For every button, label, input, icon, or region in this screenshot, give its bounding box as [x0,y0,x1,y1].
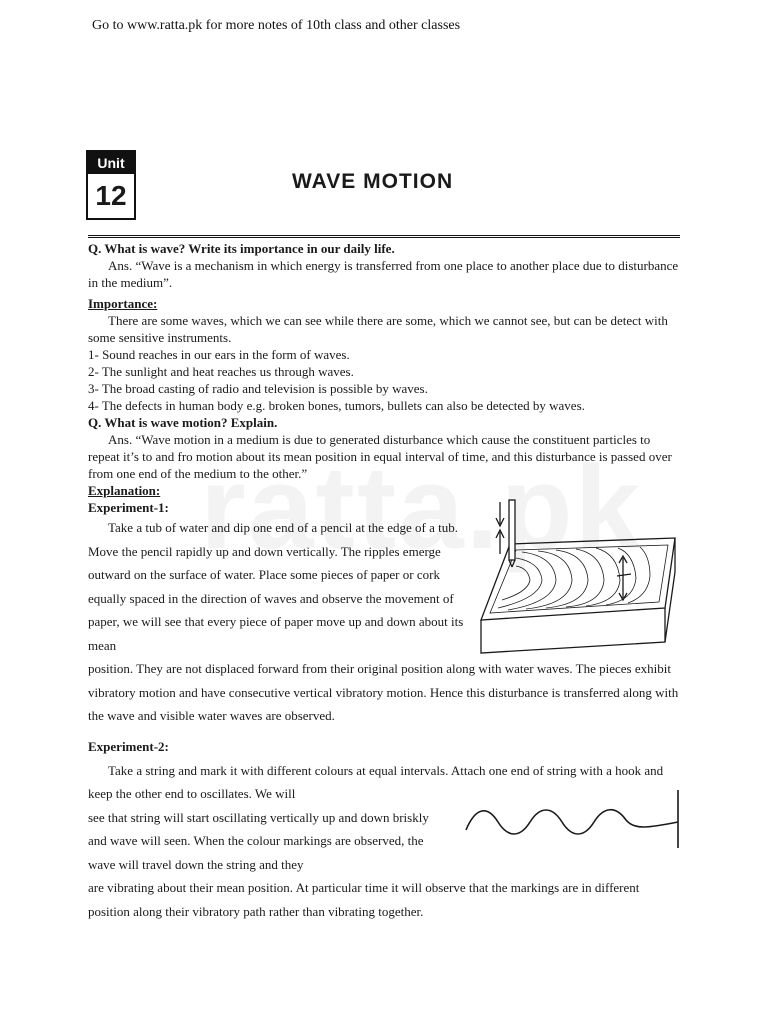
question-2: Q. What is wave motion? Explain. [88,415,278,430]
experiment-2-heading: Experiment-2: [88,738,169,754]
importance-list [88,346,682,414]
header-note: Go to www.ratta.pk for more notes of 10th class and other classes [92,18,461,33]
ripple-tank-figure [478,496,678,661]
unit-label: Unit [88,152,134,174]
title-divider [88,235,680,238]
experiment-2-text-c: are vibrating about their mean position. At particular time it will observe that the markings are in different position along their vibratory path rather than vibrating together. [88,880,640,919]
list-item: 2- The sunlight and heat reaches us through waves. [88,364,354,379]
answer-1: Ans. “Wave is a mechanism in which energy is transferred from one place to another place due to disturbance in the medium”. [88,258,679,290]
experiment-1-text-a: Take a tub of water and dip one end of a pencil at the edge of a tub. Move the pencil rapidly up and down vertically. The ripples emerge outward on the surface of water. Place some pieces of paper or cork equally spaced in the direction of waves and observe the movement of paper, we will see that every piece of paper move up and down about its mean [88,520,464,653]
page-title: WAVE MOTION [292,170,454,193]
unit-badge [86,150,136,220]
string-wave-figure [462,786,684,852]
question-1: Q. What is wave? Write its importance in our daily life. [88,241,395,256]
list-item: 1- Sound reaches in our ears in the form of waves. [88,347,350,362]
importance-intro: There are some waves, which we can see while there are some, which we cannot see, but can be detect with some sensitive instruments. [88,313,668,345]
list-item: 3- The broad casting of radio and television is possible by waves. [88,381,428,396]
importance-heading: Importance: [88,296,158,311]
explanation-heading: Explanation: [88,483,161,498]
answer-2: Ans. “Wave motion in a medium is due to generated disturbance which cause the constituent particles to repeat it’s to and fro motion about its mean position in equal interval of time, and this disturbance is passed over from one end of the medium to the other.” [88,432,672,481]
experiment-1-text-b: position. They are not displaced forward from their original position along with water waves. The pieces exhibit vibratory motion and have consecutive vertical vibratory motion. Hence this disturbance is transferred along with the wave and visible water waves are observed. [88,661,679,723]
list-item: 4- The defects in human body e.g. broken bones, tumors, bullets can also be detected by waves. [88,398,585,413]
unit-number: 12 [95,180,127,211]
experiment-1-heading: Experiment-1: [88,500,169,515]
experiment-2-text-a: Take a string and mark it with different colours at equal intervals. Attach one end of string with a hook and keep the other end to oscillates. We will [88,762,664,801]
experiment-2-text-b: see that string will start oscillating vertically up and down briskly and wave will seen. When the colour markings are observed, the wave will travel down the string and they [88,809,429,872]
